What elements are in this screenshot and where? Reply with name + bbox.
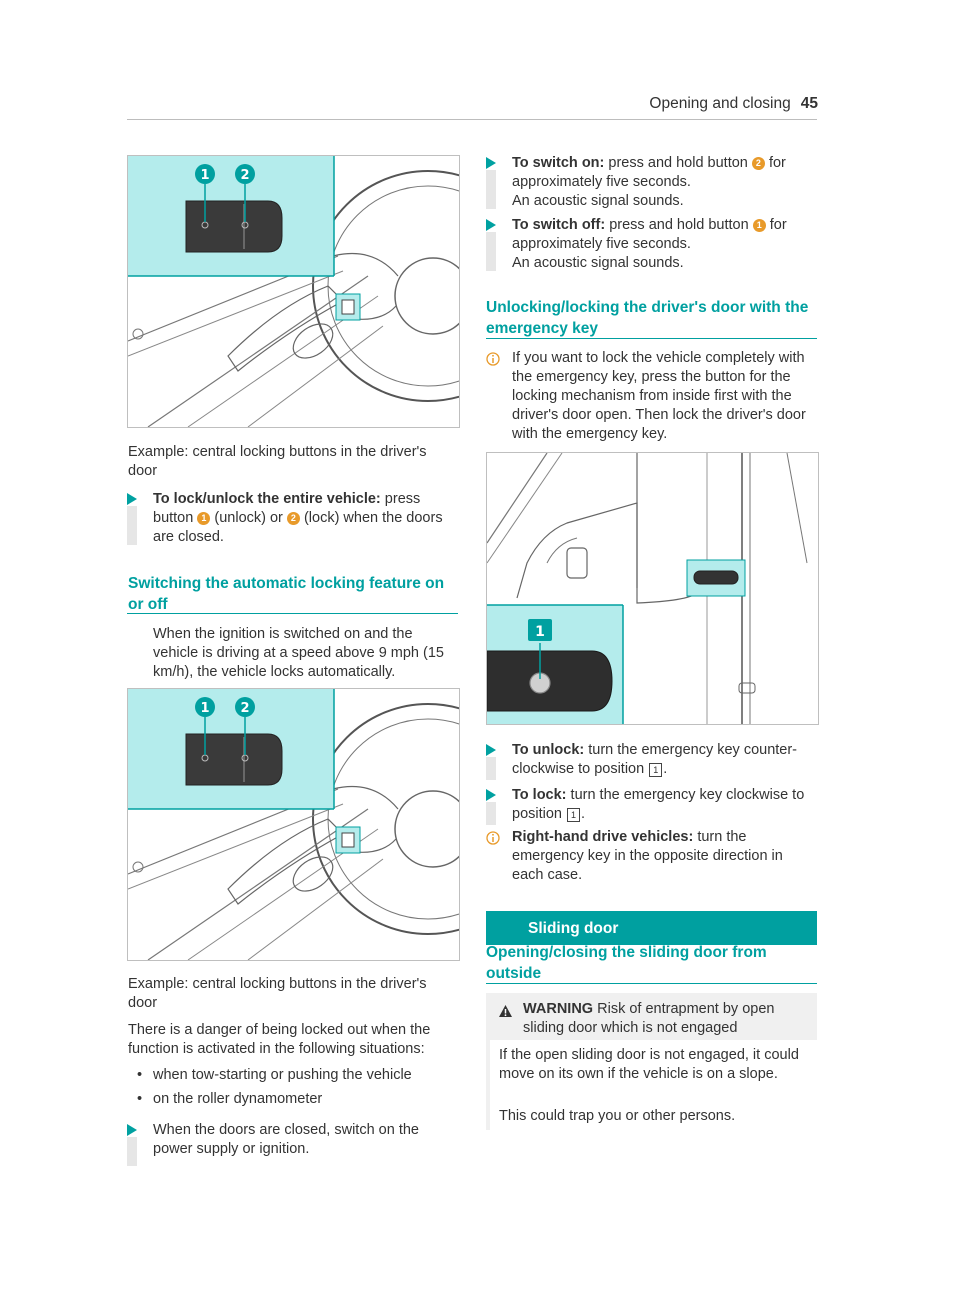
step-bar: [127, 1137, 137, 1166]
step-label: To unlock:: [512, 742, 585, 758]
figure-door-emergency-key: [486, 452, 819, 725]
step-switch-off: [486, 216, 816, 271]
note-text: If you want to lock the vehicle completely with the emergency key, press the button for the locking mechanism from inside first with the driver's door open. Then lock the driver's door with the emergency key.: [512, 350, 806, 442]
door-interior-illustration: [128, 156, 459, 427]
warning-icon: [498, 1004, 513, 1018]
step-arrow-icon: [486, 157, 496, 169]
heading-sliding: Opening/closing the sliding door from outside: [486, 944, 767, 982]
list-item-text: on the roller dynamometer: [153, 1091, 323, 1107]
note-label: Right-hand drive vehicles:: [512, 829, 694, 845]
step-switch-on: [486, 154, 816, 209]
step-label: To lock:: [512, 787, 567, 803]
warning-label: WARNING: [523, 1001, 594, 1017]
warning-paragraph: If the open sliding door is not engaged, it could move on its own if the vehicle is on a slope.: [499, 1047, 799, 1082]
note-emergency: [486, 349, 816, 444]
step-arrow-icon: [127, 1124, 137, 1136]
step-text: An acoustic signal sounds.: [512, 193, 684, 209]
position-1-icon: 1: [649, 763, 662, 777]
info-icon: [486, 831, 500, 845]
step-arrow-icon: [486, 744, 496, 756]
figure1-caption: Example: central locking buttons in the driver's door: [128, 444, 427, 479]
heading-emergency: Unlocking/locking the driver's door with the emergency key: [486, 299, 809, 337]
bullet-icon: •: [137, 1091, 143, 1107]
step-text: for approximately five seconds.: [512, 217, 787, 252]
step-text: press button: [153, 491, 421, 526]
step-bar: [486, 757, 496, 780]
step-bar: [486, 802, 496, 825]
step-unlock: To unlock: turn the emergency key counter-clockwise to position 1 .: [486, 741, 816, 780]
warning-paragraph: This could trap you or other persons.: [499, 1108, 736, 1124]
info-icon: [486, 352, 500, 366]
figure2-caption: Example: central locking buttons in the driver's door: [128, 976, 427, 1011]
callout-2-icon: 2: [287, 512, 300, 525]
step-arrow-icon: [486, 219, 496, 231]
heading-rule: [127, 613, 458, 614]
warning-body: [486, 1040, 817, 1130]
danger-list-item: [137, 1090, 457, 1109]
note-rhd: [486, 828, 816, 885]
step-doors-closed: [127, 1121, 457, 1166]
step-bar: [127, 506, 137, 545]
step-text: press and hold button: [609, 217, 749, 233]
step-bar: [486, 170, 496, 209]
door-interior-illustration: [128, 689, 459, 960]
warning-title: Risk of entrapment by open sliding door which is not engaged: [523, 1001, 775, 1036]
step-arrow-icon: [486, 789, 496, 801]
step-text: turn the emergency key clockwise to position: [512, 787, 805, 822]
step-text: (lock) when the doors are closed.: [153, 510, 443, 545]
section-sliding-door: Sliding door: [486, 911, 817, 945]
warning-header: [486, 993, 817, 1040]
callout-2-icon: 2: [752, 157, 765, 170]
position-1-icon: 1: [567, 808, 580, 822]
heading-rule: [486, 983, 817, 984]
note-text: turn the emergency key in the opposite direction in each case.: [512, 829, 783, 883]
callout-1: 1: [200, 168, 210, 183]
step-arrow-icon: [127, 493, 137, 505]
step-label: To switch on:: [512, 155, 605, 171]
callout-2: 2: [240, 701, 250, 716]
bullet-icon: •: [137, 1067, 143, 1083]
step-label: To switch off:: [512, 217, 606, 233]
danger-paragraph: There is a danger of being locked out when the function is activated in the following situations:: [128, 1022, 431, 1057]
step-lock-unlock: [127, 490, 457, 545]
auto-lock-paragraph: When the ignition is switched on and the vehicle is driving at a speed above 9 mph (15 km/h), the vehicle locks automatically.: [153, 626, 444, 680]
heading-auto-lock: Switching the automatic locking feature on or off: [128, 575, 445, 613]
callout-1-icon: 1: [753, 219, 766, 232]
step-text: When the doors are closed, switch on the power supply or ignition.: [153, 1122, 419, 1157]
figure-door-buttons-2: [127, 688, 460, 961]
callout-2: 2: [240, 168, 250, 183]
danger-list-item: [137, 1066, 457, 1085]
page-header: [649, 94, 818, 113]
step-text: An acoustic signal sounds.: [512, 255, 684, 271]
door-exterior-illustration: [487, 453, 818, 724]
step-bar: [486, 232, 496, 271]
callout-1: 1: [535, 624, 545, 640]
step-text: (unlock) or: [214, 510, 283, 526]
step-text: for approximately five seconds.: [512, 155, 786, 190]
page-number: 45: [800, 95, 818, 112]
heading-rule: [486, 338, 817, 339]
header-title: Opening and closing: [649, 95, 791, 112]
list-item-text: when tow-starting or pushing the vehicle: [153, 1067, 412, 1083]
header-rule: [127, 119, 817, 120]
figure-door-buttons-1: [127, 155, 460, 428]
callout-1-icon: 1: [197, 512, 210, 525]
step-lock: To lock: turn the emergency key clockwise to position 1 .: [486, 786, 816, 825]
step-label: To lock/unlock the entire vehicle:: [153, 491, 381, 507]
step-text: press and hold button: [608, 155, 748, 171]
step-text: turn the emergency key counter-clockwise to position: [512, 742, 798, 777]
callout-1: 1: [200, 701, 210, 716]
